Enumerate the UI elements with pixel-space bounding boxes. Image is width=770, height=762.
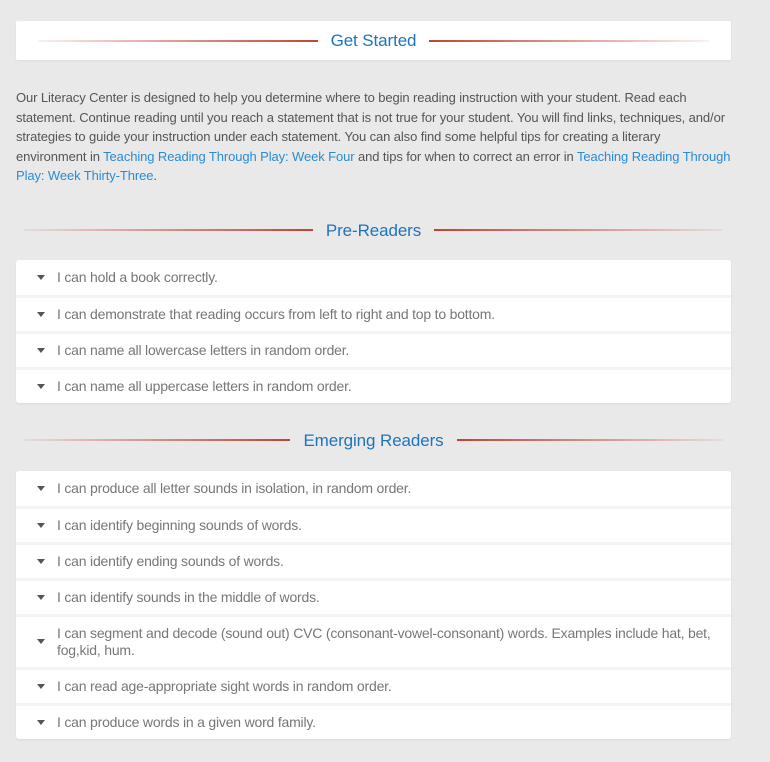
intro-text-2: and tips for when to correct an error in <box>354 148 577 164</box>
accordion-item-label: I can identify beginning sounds of words. <box>57 516 302 533</box>
intro-text-3: . <box>153 168 157 183</box>
expand-caret-icon <box>37 523 45 528</box>
expand-caret-icon <box>37 559 45 564</box>
get-started-heading-row <box>30 29 717 52</box>
get-started-header <box>16 21 731 60</box>
accordion-item[interactable] <box>16 471 731 506</box>
emerging-readers-heading <box>16 429 731 452</box>
accordion-item-label: I can identify sounds in the middle of words. <box>57 588 320 605</box>
expand-caret-icon <box>37 639 45 644</box>
accordion-item[interactable] <box>16 260 731 295</box>
page-content <box>16 21 731 739</box>
accordion-item-label: I can produce words in a given word family. <box>57 713 316 730</box>
accordion-item-label: I can name all uppercase letters in random order. <box>57 377 352 394</box>
expand-caret-icon <box>37 275 45 280</box>
emerging-readers-accordion-group <box>16 471 731 739</box>
expand-caret-icon <box>37 720 45 725</box>
intro-paragraph <box>16 88 731 186</box>
accordion-item[interactable] <box>16 614 731 667</box>
accordion-item-label: I can read age-appropriate sight words in random order. <box>57 677 392 694</box>
link-week-four[interactable]: Teaching Reading Through Play: Week Four <box>103 148 355 164</box>
accordion-item[interactable] <box>16 367 731 403</box>
pre-readers-heading <box>16 219 731 242</box>
accordion-item-label: I can produce all letter sounds in isolation, in random order. <box>57 479 412 496</box>
page-title: Get Started <box>330 31 417 50</box>
heading-divider-left <box>24 439 290 441</box>
accordion-item[interactable] <box>16 331 731 367</box>
expand-caret-icon <box>37 486 45 491</box>
expand-caret-icon <box>37 595 45 600</box>
accordion-item-label: I can demonstrate that reading occurs from left to right and top to bottom. <box>57 305 495 322</box>
expand-caret-icon <box>37 684 45 689</box>
heading-divider-left <box>38 40 318 42</box>
expand-caret-icon <box>37 384 45 389</box>
accordion-item-label: I can hold a book correctly. <box>57 268 218 285</box>
accordion-item[interactable] <box>16 506 731 542</box>
heading-divider-right <box>429 40 709 42</box>
accordion-item-label: I can segment and decode (sound out) CVC (consonant-vowel-consonant) words. Examples include hat, bet, fog,kid, hum. <box>57 624 711 658</box>
accordion-item[interactable] <box>16 703 731 739</box>
accordion-item-label: I can name all lowercase letters in random order. <box>57 341 350 358</box>
heading-divider-right <box>457 439 723 441</box>
heading-divider-right <box>434 229 723 231</box>
accordion-item[interactable] <box>16 295 731 331</box>
link-week-thirty-three[interactable]: Teaching Reading Through Play: Week Thirty-Three <box>16 148 731 183</box>
accordion-item-label: I can identify ending sounds of words. <box>57 552 284 569</box>
accordion-item[interactable] <box>16 542 731 578</box>
expand-caret-icon <box>37 312 45 317</box>
accordion-item[interactable] <box>16 667 731 703</box>
accordion-item[interactable] <box>16 578 731 614</box>
section-title-emerging-readers: Emerging Readers <box>303 430 444 450</box>
pre-readers-accordion-group <box>16 260 731 403</box>
intro-text-1: Our Literacy Center is designed to help you determine where to begin reading instruction with your student. Read each statement. Continue reading until you reach a statement that is not true for your student. You will find links, techniques, and/or strategies to guide your instruction under each statement. You can also find some helpful tips for creating a literary environment in <box>16 90 725 164</box>
section-title-pre-readers: Pre-Readers <box>325 220 422 240</box>
expand-caret-icon <box>37 348 45 353</box>
heading-divider-left <box>24 229 313 231</box>
